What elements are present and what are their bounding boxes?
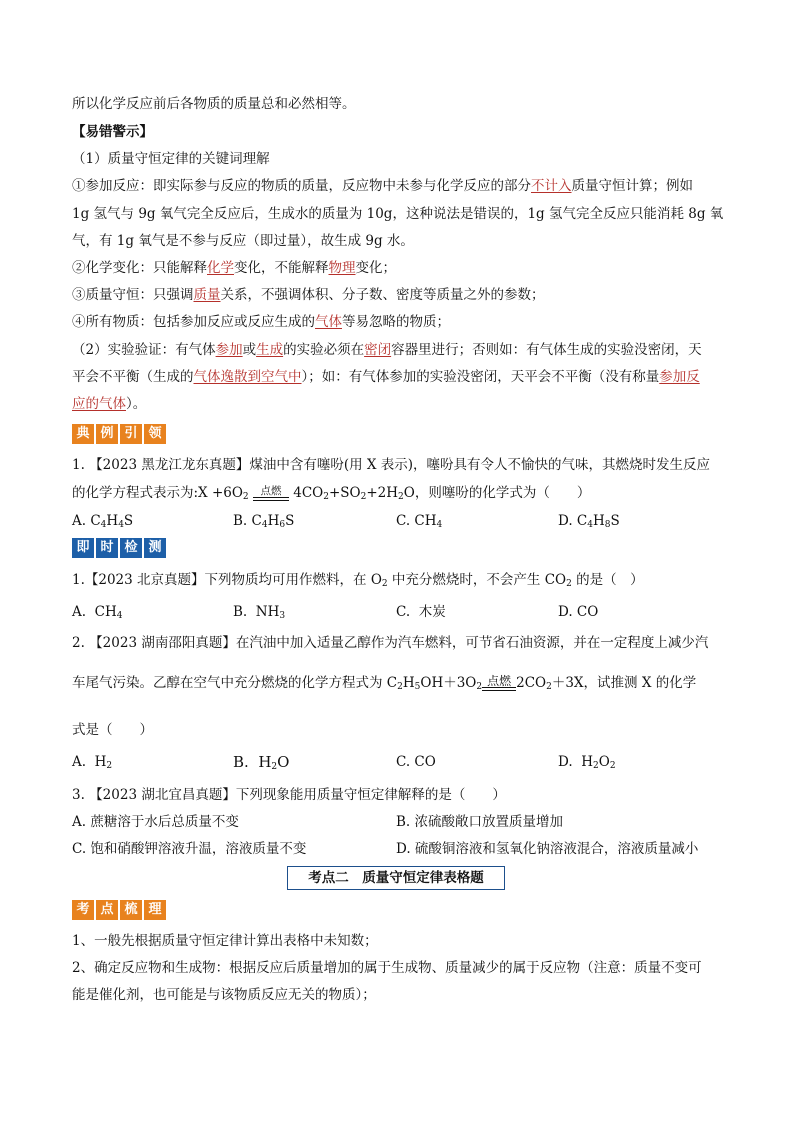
tag-dianli <box>72 424 166 444</box>
text-line: 1g 氢气与 9g 氧气完全反应后，生成水的质量为 10g，这种说法是错误的，1g 氢气完全反应只能消耗 8g 氧 <box>72 206 724 222</box>
question-stem: 3. 【2023 湖北宜昌真题】下列现象能用质量守恒定律解释的是（ ） <box>72 787 506 803</box>
question-stem: 的化学方程式表示为:X $+6O_2$ 点燃 $4CO_2+SO_2+2H_2O$，则噻吩的化学式为（ ） <box>72 485 591 502</box>
text-line: 1、一般先根据质量守恒定律计算出表格中未知数； <box>72 933 378 949</box>
tag-char: 梳 <box>120 900 142 920</box>
option-c[interactable]: C. CO <box>396 754 436 770</box>
emphasis: 质量 <box>193 287 221 303</box>
emphasis: 参加反 <box>659 369 700 385</box>
text-line: （1）质量守恒定律的关键词理解 <box>72 151 270 167</box>
tag-jishi <box>72 538 166 558</box>
option-d[interactable]: D. $C_4H_8S$ <box>558 513 620 530</box>
option-c[interactable]: C. 木炭 <box>396 604 446 620</box>
text-line: 气，有 1g 氧气是不参与反应（即过量），故生成 9g 水。 <box>72 233 414 249</box>
tag-char: 考 <box>72 900 94 920</box>
emphasis: 密闭 <box>364 342 392 358</box>
question-stem: 1.【2023 北京真题】下列物质均可用作燃料，在 $O_2$ 中充分燃烧时，不会产生 $CO_2$ 的是（ ） <box>72 572 644 589</box>
option-a[interactable]: A. $C_4H_4S$ <box>72 513 134 530</box>
option-b[interactable]: B. $C_4H_6S$ <box>233 513 295 530</box>
tag-char: 引 <box>120 424 142 444</box>
text-line: （2）实验验证：有气体参加或生成的实验必须在密闭容器里进行；否则如：有气体生成的实验没密闭，天 <box>72 342 702 358</box>
question-stem: 车尾气污染。乙醇在空气中充分燃烧的化学方程式为 $C_2H_5OH+3O_2$ 点燃 $2CO_2+3X$，试推测 X 的化学 <box>72 674 697 692</box>
section-title: 考点二 质量守恒定律表格题 <box>287 866 505 890</box>
emphasis: 气体 <box>315 314 342 330</box>
question-stem: 1. 【2023 黑龙江龙东真题】煤油中含有噻吩(用 X 表示)，噻吩具有令人不愉快的气味，其燃烧时发生反应 <box>72 457 711 473</box>
tag-char: 即 <box>72 538 94 558</box>
reaction-arrow: 点燃 <box>253 486 289 501</box>
text-line: ③质量守恒：只强调质量关系，不强调体积、分子数、密度等质量之外的参数； <box>72 287 545 303</box>
tag-char: 典 <box>72 424 94 444</box>
option-b[interactable]: B. 浓硫酸敞口放置质量增加 <box>396 814 564 830</box>
text-line: ②化学变化：只能解释化学变化，不能解释物理变化； <box>72 260 396 276</box>
emphasis: 物理 <box>328 260 356 276</box>
text-line: 2、确定反应物和生成物：根据反应后质量增加的属于生成物、质量减少的属于反应物（注意：质量不变可 <box>72 960 702 976</box>
text-line: 平会不平衡（生成的气体逸散到空气中）；如：有气体参加的实验没密闭，天平会不平衡（没有称量参加反 <box>72 369 700 385</box>
option-c[interactable]: C. $CH_4$ <box>396 513 443 530</box>
tag-char: 时 <box>96 538 118 558</box>
option-a[interactable]: A. $CH_4$ <box>72 604 123 621</box>
text-line: 所以化学反应前后各物质的质量总和必然相等。 <box>72 96 356 112</box>
text-line: ④所有物质：包括参加反应或反应生成的气体等易忽略的物质； <box>72 314 450 330</box>
text-line: 应的气体）。 <box>72 396 147 412</box>
emphasis: 生成 <box>256 342 284 358</box>
tag-char: 检 <box>120 538 142 558</box>
emphasis: 应的气体 <box>72 396 126 412</box>
option-d[interactable]: D. 硫酸铜溶液和氢氧化钠溶液混合，溶液质量减小 <box>396 841 699 857</box>
text-line: 能是催化剂，也可能是与该物质反应无关的物质）； <box>72 987 376 1003</box>
tag-char: 点 <box>96 900 118 920</box>
question-stem: 式是（ ） <box>72 722 153 738</box>
emphasis: 化学 <box>207 260 234 276</box>
emphasis: 不计入 <box>531 178 572 194</box>
option-a[interactable]: A. $H_2$ <box>72 754 113 771</box>
option-b[interactable]: B. $NH_3$ <box>233 604 286 621</box>
question-stem: 2. 【2023 湖南邵阳真题】在汽油中加入适量乙醇作为汽车燃料，可节省石油资源，并在一定程度上减少汽 <box>72 635 709 651</box>
tag-char: 领 <box>144 424 166 444</box>
tag-kaodian <box>72 900 166 920</box>
warning-heading: 【易错警示】 <box>72 124 153 140</box>
option-d[interactable]: D. $H_2O_2$ <box>558 754 616 771</box>
text-line: ①参加反应：即实际参与反应的物质的质量，反应物中未参与化学反应的部分不计入质量守恒计算；例如 <box>72 178 693 194</box>
tag-char: 测 <box>144 538 166 558</box>
emphasis: 气体逸散到空气中 <box>193 369 302 385</box>
option-d[interactable]: D. CO <box>558 604 599 620</box>
option-b[interactable]: B. $H_2O$ <box>233 753 290 772</box>
option-a[interactable]: A. 蔗糖溶于水后总质量不变 <box>72 814 239 830</box>
reaction-arrow: 点燃 <box>482 676 516 691</box>
tag-char: 例 <box>96 424 118 444</box>
option-c[interactable]: C. 饱和硝酸钾溶液升温，溶液质量不变 <box>72 841 307 857</box>
emphasis: 参加 <box>215 342 243 358</box>
tag-char: 理 <box>144 900 166 920</box>
